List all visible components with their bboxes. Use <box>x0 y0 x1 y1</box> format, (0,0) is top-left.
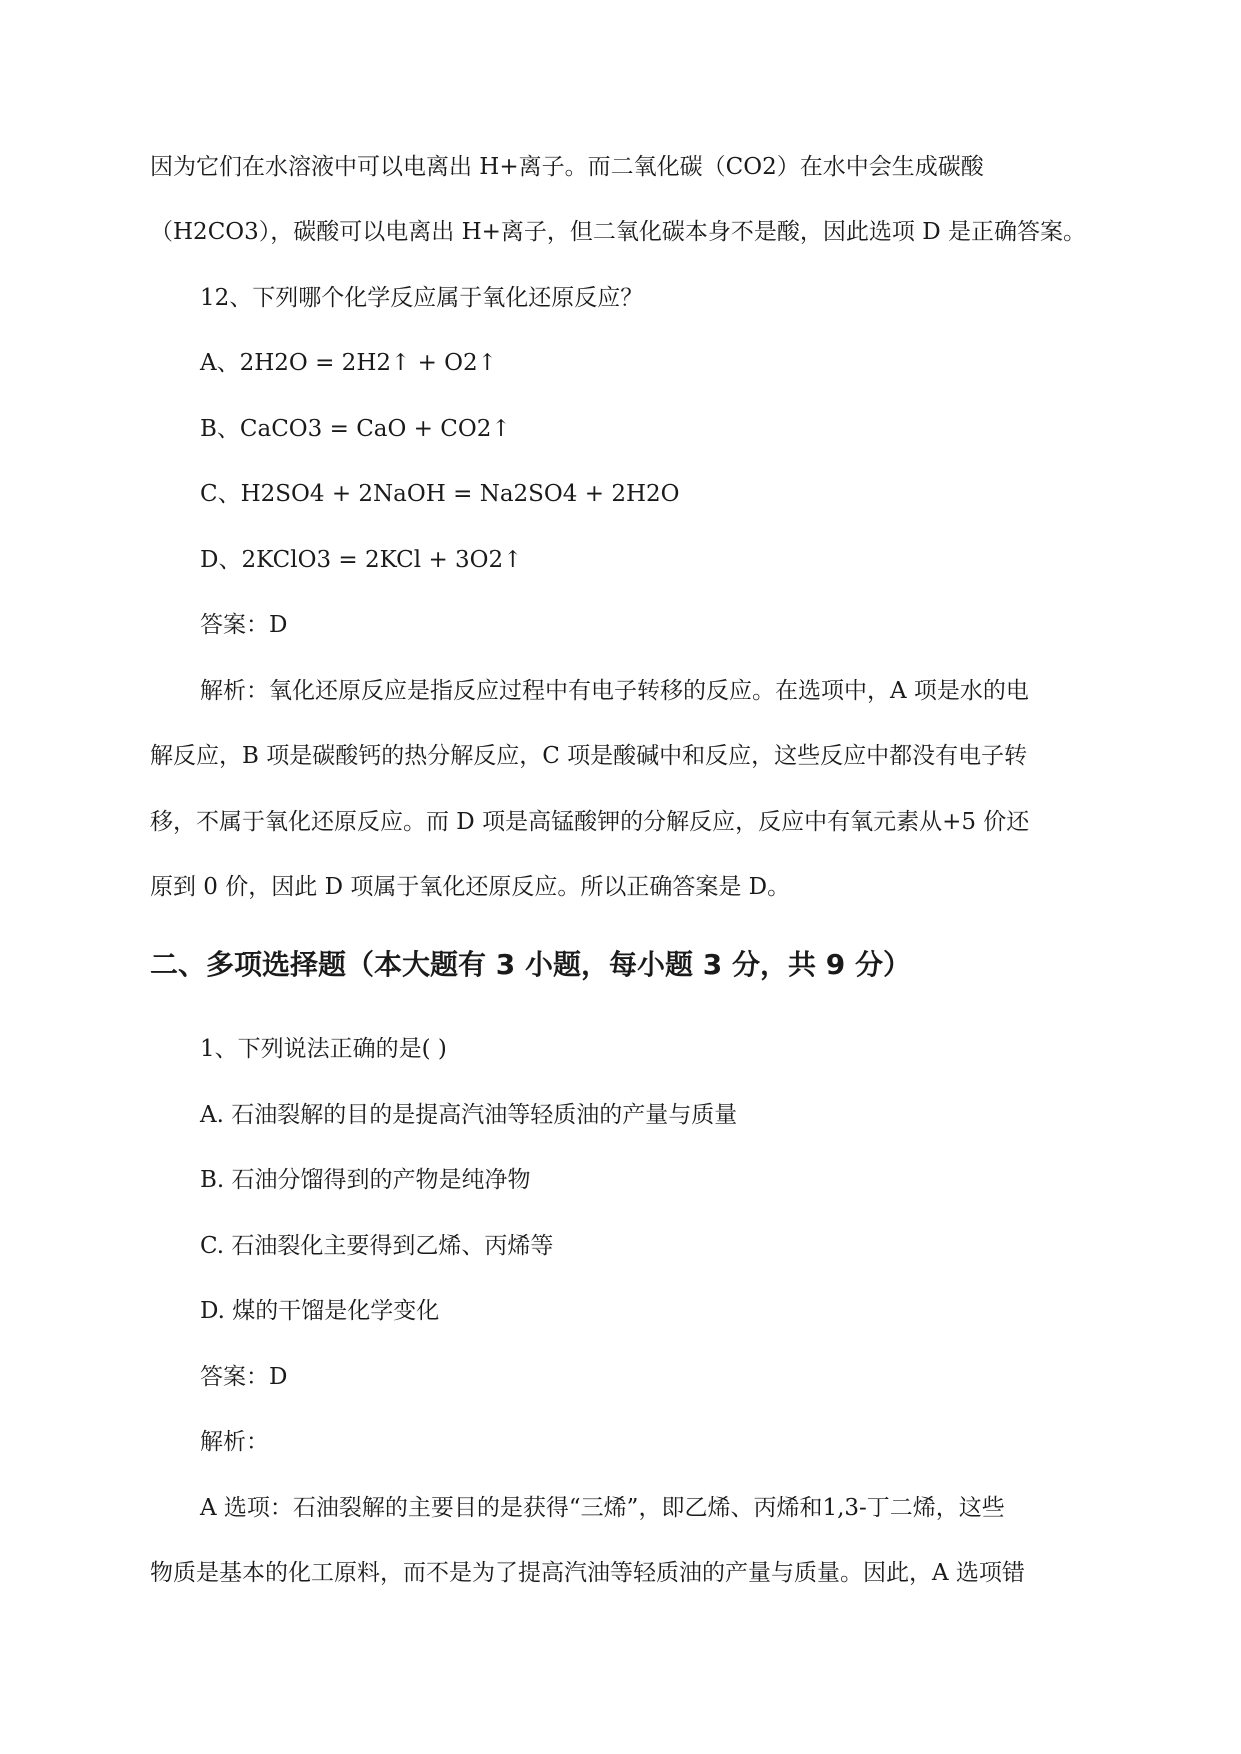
option-b: B. 石油分馏得到的产物是纯净物 <box>200 1167 531 1193</box>
analysis-text: 移，不属于氧化还原反应。而 D 项是高锰酸钾的分解反应，反应中有氧元素从+5 价还 <box>150 809 1030 835</box>
question-12: 12、下列哪个化学反应属于氧化还原反应？ <box>200 285 644 311</box>
analysis-text: A 选项：石油裂解的主要目的是获得“三烯”，即乙烯、丙烯和1,3-丁二烯，这些 <box>200 1495 1005 1521</box>
option-d: D、2KClO3 = 2KCl + 3O2↑ <box>200 547 523 573</box>
option-c: C. 石油裂化主要得到乙烯、丙烯等 <box>200 1233 554 1259</box>
text-line: （H2CO3），碳酸可以电离出 H+离子，但二氧化碳本身不是酸，因此选项 D 是正确答案。 <box>150 219 1086 245</box>
analysis-label: 解析： <box>200 1429 269 1455</box>
analysis-text: 原到 0 价，因此 D 项属于氧化还原反应。所以正确答案是 D。 <box>150 874 791 900</box>
option-c: C、H2SO4 + 2NaOH = Na2SO4 + 2H2O <box>200 481 680 507</box>
option-a: A. 石油裂解的目的是提高汽油等轻质油的产量与质量 <box>200 1102 738 1128</box>
option-a: A、2H2O = 2H2↑ + O2↑ <box>200 350 497 376</box>
section-heading: 二、多项选择题（本大题有 3 小题，每小题 3 分，共 9 分） <box>150 948 911 981</box>
answer: 答案：D <box>200 612 288 638</box>
analysis-text: 解反应，B 项是碳酸钙的热分解反应，C 项是酸碱中和反应，这些反应中都没有电子转 <box>150 743 1028 769</box>
text-line: 因为它们在水溶液中可以电离出 H+离子。而二氧化碳（CO2）在水中会生成碳酸 <box>150 154 984 180</box>
option-b: B、CaCO3 = CaO + CO2↑ <box>200 416 511 442</box>
analysis-text: 物质是基本的化工原料，而不是为了提高汽油等轻质油的产量与质量。因此，A 选项错 <box>150 1560 1025 1586</box>
answer: 答案：D <box>200 1364 288 1390</box>
question-1: 1、下列说法正确的是( ) <box>200 1036 447 1062</box>
analysis-text: 解析：氧化还原反应是指反应过程中有电子转移的反应。在选项中，A 项是水的电 <box>200 678 1029 704</box>
option-d: D. 煤的干馏是化学变化 <box>200 1298 440 1324</box>
